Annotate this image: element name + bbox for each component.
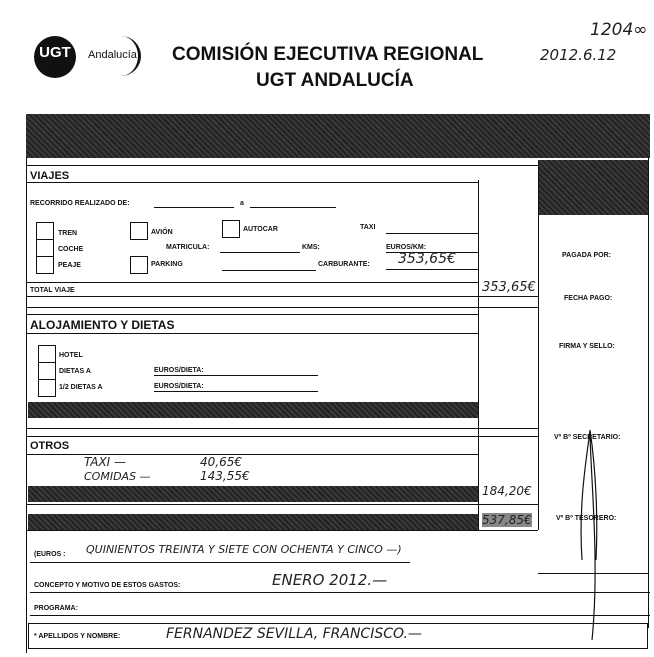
- checkbox-avion[interactable]: [130, 222, 148, 240]
- taxi-label: TAXI: [360, 224, 376, 231]
- frame: [26, 307, 538, 308]
- concepto-value: ENERO 2012.—: [272, 571, 388, 589]
- euros-field: [30, 562, 410, 563]
- handwritten-ref: 1204∞: [590, 20, 648, 40]
- grand-total: 537,85€: [482, 513, 532, 527]
- avion-label: AVIÓN: [151, 229, 173, 236]
- concepto-label: CONCEPTO Y MOTIVO DE ESTOS GASTOS:: [34, 582, 181, 589]
- concepto-field: [30, 592, 650, 593]
- total-viaje-value: 353,65€: [482, 280, 536, 295]
- apellidos-label: * APELLIDOS Y NOMBRE:: [34, 633, 121, 640]
- title-line2: UGT ANDALUCÍA: [256, 70, 414, 91]
- media-dietas-label: 1/2 DIETAS A: [59, 384, 103, 391]
- vb-secretario-label: Vº Bº SECRETARIO:: [554, 434, 621, 441]
- frame: [26, 436, 538, 437]
- redacted-alojamiento-total: [28, 402, 478, 418]
- coche-label: COCHE: [58, 246, 84, 253]
- recorrido-to-field[interactable]: [250, 207, 336, 208]
- frame: [538, 160, 539, 530]
- matricula-label: MATRICULA:: [166, 244, 210, 251]
- alojamiento-heading: ALOJAMIENTO Y DIETAS: [30, 318, 175, 332]
- firma-sello-label: FIRMA Y SELLO:: [559, 343, 615, 350]
- parking-label: PARKING: [151, 261, 183, 268]
- total-viaje-label: TOTAL VIAJE: [30, 287, 75, 294]
- frame: [26, 182, 478, 183]
- checkbox-media-dietas[interactable]: [38, 379, 56, 397]
- region-label: Andalucía: [88, 49, 137, 61]
- euros-media-dieta-field[interactable]: [154, 391, 318, 392]
- checkbox-tren[interactable]: [36, 222, 54, 240]
- otros-item-concept: COMIDAS —: [84, 470, 151, 483]
- viajes-heading: VIAJES: [30, 170, 70, 182]
- title-line1: COMISIÓN EJECUTIVA REGIONAL: [172, 44, 484, 65]
- euros-label: (EUROS :: [34, 551, 66, 558]
- handwritten-date: 2012.6.12: [540, 46, 617, 64]
- logo-text: UGT: [39, 44, 71, 61]
- checkbox-coche[interactable]: [36, 239, 54, 257]
- carburante-label: CARBURANTE:: [318, 261, 370, 268]
- euros-media-dieta-label: EUROS/DIETA:: [154, 383, 204, 390]
- frame: [26, 314, 478, 315]
- frame: [26, 428, 538, 429]
- checkbox-autocar[interactable]: [222, 220, 240, 238]
- ugt-logo: [34, 36, 76, 78]
- dietas-label: DIETAS A: [59, 368, 91, 375]
- pagada-por-label: PAGADA POR:: [562, 252, 611, 259]
- checkbox-parking[interactable]: [130, 256, 148, 274]
- peaje-label: PEAJE: [58, 262, 81, 269]
- matricula-field[interactable]: [220, 252, 300, 253]
- redacted-bar: [26, 114, 650, 158]
- checkbox-hotel[interactable]: [38, 345, 56, 363]
- hotel-label: HOTEL: [59, 352, 83, 359]
- fecha-pago-label: FECHA PAGO:: [564, 295, 613, 302]
- frame: [26, 530, 538, 531]
- otros-item-amount: 40,65€: [200, 455, 242, 469]
- checkbox-peaje[interactable]: [36, 256, 54, 274]
- autocar-label: AUTOCAR: [243, 226, 278, 233]
- frame: [26, 282, 478, 283]
- otros-heading: OTROS: [30, 440, 70, 452]
- kms-label: KMS:: [302, 244, 320, 251]
- otros-item-concept: TAXI —: [84, 455, 127, 469]
- frame: [26, 158, 27, 653]
- redacted-grand-total: [28, 514, 478, 530]
- euros-dieta-field[interactable]: [154, 375, 318, 376]
- redacted-otros-total: [28, 486, 478, 502]
- euros-dieta-label: EUROS/DIETA:: [154, 367, 204, 374]
- euros-km-label: EUROS/KM:: [386, 244, 427, 251]
- frame: [648, 158, 649, 628]
- carburante-value[interactable]: 353,65€: [398, 251, 456, 267]
- programa-label: PROGRAMA:: [34, 605, 78, 612]
- carburante-field: [386, 269, 478, 270]
- vb-tesorero-label: Vº Bº TESORERO:: [556, 515, 617, 522]
- parking-field[interactable]: [222, 270, 316, 271]
- taxi-field[interactable]: [386, 233, 478, 234]
- frame: [478, 180, 479, 530]
- logo-bracket: [120, 36, 141, 76]
- recorrido-from-field[interactable]: [154, 207, 234, 208]
- signature-stroke: [560, 410, 620, 650]
- frame: [26, 504, 538, 505]
- tren-label: TREN: [58, 230, 78, 237]
- otros-subtotal: 184,20€: [482, 484, 532, 498]
- programa-field[interactable]: [30, 615, 650, 616]
- checkbox-dietas[interactable]: [38, 362, 56, 380]
- frame: [26, 296, 538, 297]
- frame: [26, 165, 538, 166]
- a-label: a: [240, 200, 244, 207]
- otros-item-amount: 143,55€: [200, 469, 250, 483]
- frame: [26, 333, 478, 334]
- euros-in-words: QUINIENTOS TREINTA Y SIETE CON OCHENTA Y CINCO —): [86, 543, 402, 556]
- redacted-box-right: [539, 160, 648, 215]
- recorrido-label: RECORRIDO REALIZADO DE:: [30, 200, 130, 207]
- apellidos-value[interactable]: FERNANDEZ SEVILLA, FRANCISCO.—: [166, 626, 422, 642]
